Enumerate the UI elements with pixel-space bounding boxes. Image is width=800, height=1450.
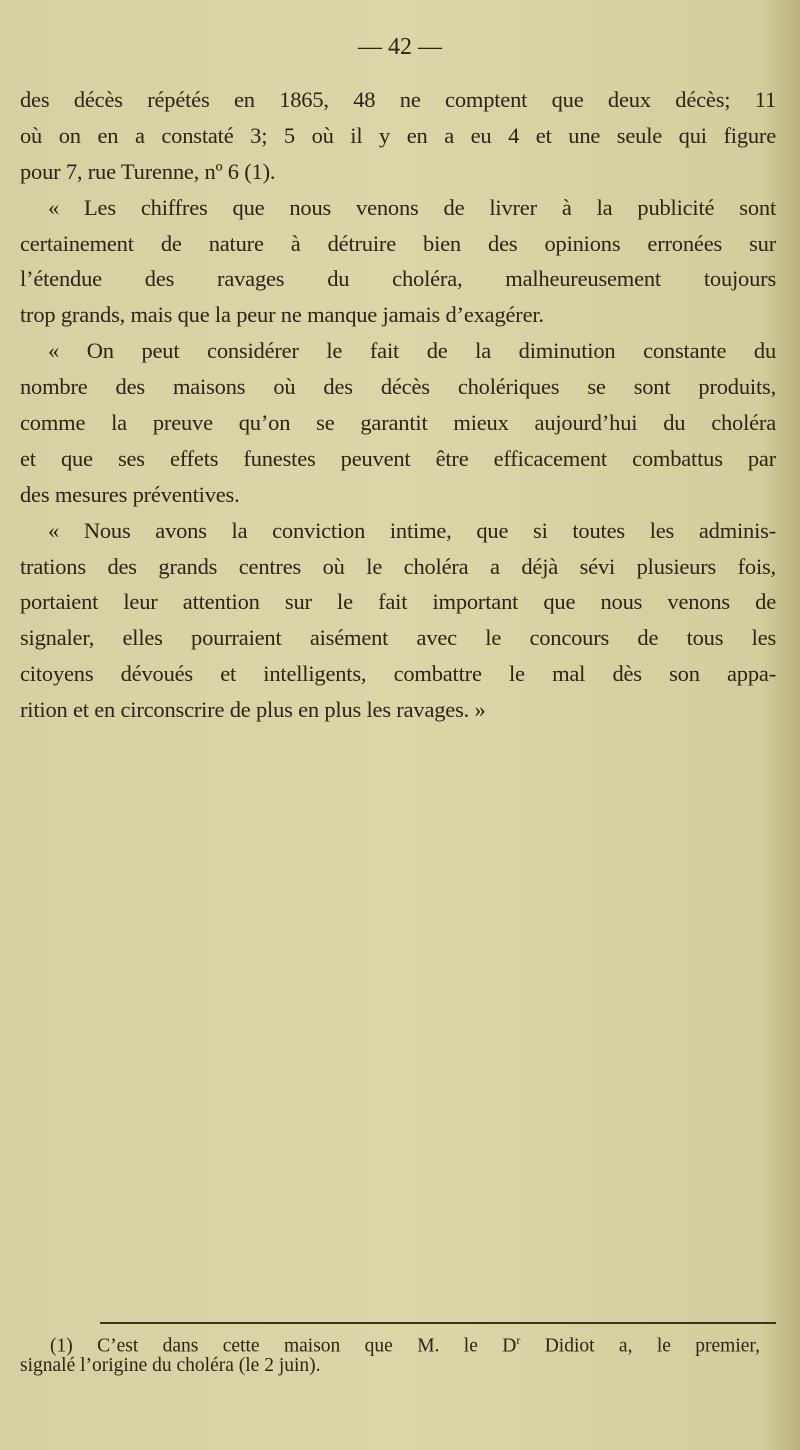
text-line: et que ses effets funestes peuvent être efficacement combattus par <box>20 445 776 471</box>
footnote-text: (1) C’est dans cette maison que M. le D <box>50 1335 517 1357</box>
page-number: — 42 — <box>358 34 442 60</box>
paragraph <box>20 190 776 334</box>
footnote-separator <box>100 1322 776 1324</box>
text-line: l’étendue des ravages du choléra, malheureusement toujours <box>20 266 776 292</box>
text-line: « On peut considérer le fait de la diminution constante du <box>48 338 776 364</box>
text-line: « Nous avons la conviction intime, que si toutes les adminis- <box>48 517 776 543</box>
body-text <box>20 82 776 728</box>
text-line: des mesures préventives. <box>20 481 240 507</box>
paragraph <box>20 82 776 190</box>
paragraph <box>20 513 776 728</box>
text-line: comme la preuve qu’on se garantit mieux aujourd’hui du choléra <box>20 410 776 436</box>
paragraph <box>20 333 776 512</box>
text-line: certainement de nature à détruire bien des opinions erronées sur <box>20 230 776 256</box>
text-line: citoyens dévoués et intelligents, combattre le mal dès son appa- <box>20 661 776 687</box>
footnote-line: signalé l’origine du choléra (le 2 juin). <box>20 1355 321 1376</box>
text-line: portaient leur attention sur le fait important que nous venons de <box>20 589 776 615</box>
text-line: signaler, elles pourraient aisément avec le concours de tous les <box>20 625 776 651</box>
text-line: où on en a constaté 3; 5 où il y en a eu 4 et une seule qui figure <box>20 122 776 148</box>
footnote-superscript: r <box>516 1333 521 1347</box>
text-line: rition et en circonscrire de plus en plus les ravages. » <box>20 697 486 723</box>
text-line: nombre des maisons où des décès cholériques se sont produits, <box>20 374 776 400</box>
text-line: pour 7, rue Turenne, nº 6 (1). <box>20 158 276 184</box>
footnote <box>20 1327 760 1379</box>
footnote-line <box>20 1327 761 1357</box>
text-line: trations des grands centres où le choléra a déjà sévi plusieurs fois, <box>20 553 776 579</box>
text-line: trop grands, mais que la peur ne manque jamais d’exagérer. <box>20 302 544 328</box>
text-line: « Les chiffres que nous venons de livrer à la publicité sont <box>48 194 776 220</box>
footnote-text: Didiot a, le premier, <box>520 1335 761 1357</box>
text-line: des décès répétés en 1865, 48 ne comptent que deux décès; 11 <box>20 87 776 112</box>
